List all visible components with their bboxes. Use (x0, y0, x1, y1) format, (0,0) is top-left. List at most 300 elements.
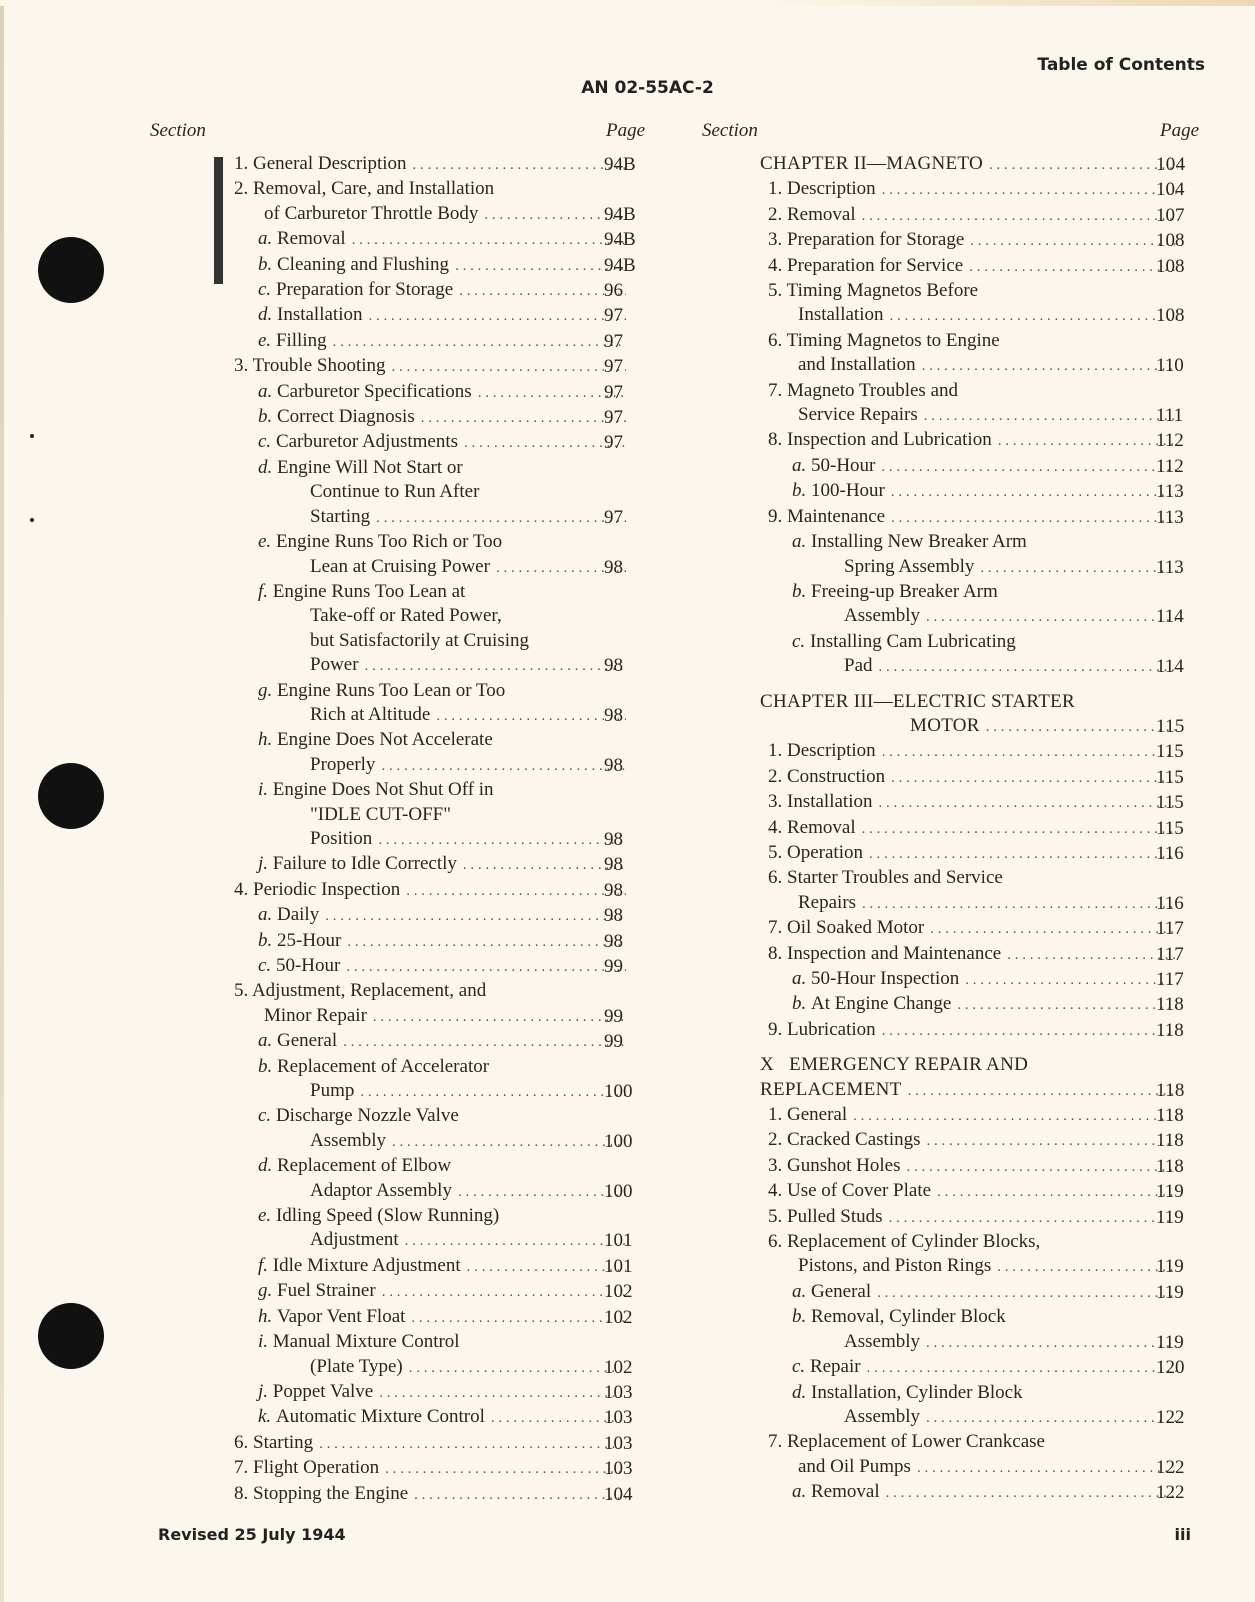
entry-label: 4. (768, 816, 787, 838)
entry-label: f. (258, 580, 273, 602)
entry-title: Periodic Inspection (253, 878, 401, 900)
entry-label: c. (792, 630, 810, 652)
entry-page-number: 108 (1156, 255, 1185, 277)
entry-label: 7. (768, 917, 787, 939)
entry-label: b. (258, 406, 277, 428)
toc-entry[interactable] (226, 778, 654, 852)
entry-page-number: 104 (604, 1483, 633, 1505)
entry-page-number: 102 (604, 1281, 633, 1303)
entry-label: 7. (768, 379, 787, 401)
leader-dots (879, 655, 1179, 679)
toc-entry[interactable] (760, 1205, 1206, 1230)
entry-page-number: 115 (1156, 715, 1185, 737)
toc-entry[interactable] (760, 177, 1206, 202)
toc-entry[interactable] (226, 1279, 654, 1304)
entry-label: g. (258, 679, 277, 701)
toc-entry[interactable] (760, 1430, 1206, 1480)
entry-label: 6. (768, 867, 787, 889)
leader-dots (889, 1206, 1178, 1230)
entry-page-number: 94B (604, 229, 636, 251)
leader-dots (459, 279, 626, 303)
leader-dots (373, 1005, 626, 1029)
toc-entry[interactable] (760, 1103, 1206, 1128)
toc-entry[interactable] (226, 303, 654, 328)
toc-entry[interactable] (760, 916, 1206, 941)
entry-title: EMERGENCY REPAIR AND (789, 1054, 1029, 1076)
toc-entry[interactable] (226, 580, 654, 679)
entry-title: Freeing-up Breaker Arm (811, 580, 998, 602)
entry-label: e. (258, 329, 276, 351)
toc-entry[interactable] (226, 530, 654, 580)
leader-dots (862, 817, 1178, 841)
leader-dots (382, 1280, 626, 1304)
entry-label: 4. (234, 878, 253, 900)
entry-label: 5. (234, 980, 252, 1002)
leader-dots (421, 406, 626, 430)
entry-title: Engine Does Not Shut Off in (272, 779, 494, 801)
entry-title: Fuel Strainer (277, 1280, 376, 1302)
toc-entry[interactable] (226, 227, 654, 252)
toc-entry[interactable] (226, 1456, 654, 1481)
entry-page-number: 113 (1156, 481, 1184, 503)
leader-dots (997, 1255, 1178, 1279)
toc-entry[interactable] (760, 203, 1206, 228)
leader-dots (891, 506, 1178, 530)
toc-entry[interactable] (760, 228, 1206, 253)
leader-dots (853, 1104, 1178, 1128)
entry-page-number: 98 (604, 704, 623, 726)
entry-title: Flight Operation (253, 1457, 380, 1479)
toc-entry[interactable] (226, 679, 654, 729)
entry-page-number: 112 (1156, 430, 1184, 452)
entry-page-number: 117 (1156, 969, 1184, 990)
leader-dots (1007, 943, 1178, 967)
entry-title: Engine Does Not Accelerate (277, 729, 493, 751)
toc-entry[interactable] (760, 1480, 1206, 1505)
entry-page-number: 122 (1156, 1482, 1185, 1504)
toc-entry[interactable] (226, 430, 654, 455)
entry-title: Daily (277, 904, 320, 926)
entry-title: Correct Diagnosis (277, 406, 415, 428)
toc-entry[interactable] (226, 1104, 654, 1154)
toc-entry[interactable] (760, 379, 1206, 429)
toc-entry[interactable] (226, 929, 654, 954)
entry-title: Removal, Care, and Installation (253, 178, 495, 200)
toc-entry[interactable] (760, 967, 1206, 992)
leader-dots (862, 204, 1178, 228)
toc-entry[interactable] (760, 816, 1206, 841)
toc-entry[interactable] (226, 354, 654, 379)
leader-dots (882, 178, 1178, 202)
leader-dots (414, 1483, 626, 1507)
entry-label: b. (792, 1306, 811, 1328)
toc-chapter-entry[interactable] (760, 152, 1206, 177)
entry-label: 6. (234, 1431, 253, 1453)
toc-entry[interactable] (760, 279, 1206, 329)
toc-entry[interactable] (226, 177, 654, 227)
toc-entry[interactable] (226, 954, 654, 979)
toc-entry[interactable] (760, 1280, 1206, 1305)
entry-title: Description (787, 178, 876, 200)
entry-title: Installation, Cylinder Block (811, 1381, 1023, 1403)
toc-entry[interactable] (760, 790, 1206, 815)
entry-page-number: 100 (604, 1081, 633, 1103)
left-page-heading: Page (606, 120, 646, 141)
entry-title: Trouble Shooting (252, 355, 386, 377)
toc-entry[interactable] (226, 878, 654, 903)
leader-dots (889, 304, 1178, 328)
entry-title: Pulled Studs (787, 1205, 883, 1227)
toc-entry[interactable] (226, 1380, 654, 1405)
toc-entry[interactable] (760, 1230, 1206, 1280)
entry-title: Replacement of Elbow (277, 1155, 452, 1177)
entry-title: Pistons, and Piston Rings (798, 1255, 992, 1277)
leader-dots (891, 480, 1178, 504)
leader-dots (930, 917, 1178, 941)
entry-title: Continue to Run After (310, 481, 480, 503)
entry-page-number: 118 (1156, 994, 1184, 1016)
entry-title: Adjustment, Replacement, and (251, 980, 487, 1002)
leader-dots (924, 404, 1178, 428)
entry-title: Operation (787, 841, 863, 863)
toc-entry[interactable] (760, 1018, 1206, 1043)
entry-page-number: 122 (1156, 1456, 1185, 1478)
entry-title: Pad (844, 655, 873, 677)
revision-bar (214, 157, 223, 284)
toc-chapter-entry[interactable] (760, 690, 1206, 740)
entry-title: General (787, 1104, 848, 1126)
entry-title: Maintenance (787, 505, 886, 527)
entry-title: Installation (798, 304, 884, 326)
toc-entry[interactable] (226, 380, 654, 405)
entry-page-number: 98 (604, 879, 623, 901)
entry-label: 3. (768, 229, 787, 251)
toc-entry[interactable] (226, 1154, 654, 1204)
running-title: Table of Contents (1037, 55, 1205, 75)
toc-right-column (760, 152, 1206, 1506)
entry-label: 9. (768, 1018, 787, 1040)
toc-entry[interactable] (760, 254, 1206, 279)
entry-title: Power (310, 654, 359, 676)
leader-dots (405, 1229, 626, 1253)
entry-title: Rich at Altitude (310, 703, 431, 725)
leader-dots (360, 1080, 626, 1104)
entry-title: Properly (310, 753, 376, 775)
leader-dots (881, 455, 1178, 479)
entry-title: Position (310, 827, 373, 849)
entry-label: 2. (234, 178, 253, 200)
toc-entry[interactable] (760, 739, 1206, 764)
entry-title: Use of Cover Plate (787, 1180, 932, 1202)
entry-title: Description (787, 740, 876, 762)
leader-dots (379, 1381, 626, 1405)
entry-page-number: 99 (604, 956, 623, 977)
entry-label: 8. (768, 942, 787, 964)
entry-label: g. (258, 1280, 277, 1302)
entry-page-number: 101 (604, 1230, 633, 1252)
entry-label: h. (258, 729, 277, 751)
toc-entry[interactable] (226, 1305, 654, 1330)
entry-label: b. (792, 993, 811, 1015)
entry-title: Inspection and Lubrication (787, 429, 992, 451)
leader-dots (908, 1079, 1178, 1103)
entry-label: b. (258, 929, 277, 951)
entry-title: Discharge Nozzle Valve (275, 1105, 459, 1127)
toc-entry[interactable] (226, 979, 654, 1029)
leader-dots (463, 853, 626, 877)
entry-page-number: 122 (1156, 1406, 1185, 1428)
entry-label: d. (258, 1155, 277, 1177)
entry-title: Starter Troubles and Service (787, 867, 1003, 889)
entry-title: Poppet Valve (272, 1380, 374, 1402)
entry-page-number: 119 (1156, 1181, 1184, 1203)
toc-entry[interactable] (226, 329, 654, 354)
leader-dots (333, 330, 626, 354)
leader-dots (926, 1331, 1178, 1355)
leader-dots (862, 892, 1178, 916)
entry-label: b. (258, 1055, 277, 1077)
entry-title: Timing Magnetos to Engine (786, 329, 1000, 351)
entry-title: CHAPTER II—MAGNETO (760, 153, 984, 174)
entry-label: 5. (768, 841, 787, 863)
leader-dots (343, 1030, 626, 1054)
entry-title: and Installation (798, 354, 916, 376)
toc-entry[interactable] (760, 992, 1206, 1017)
entry-page-number: 97 (604, 407, 623, 429)
entry-title: 25-Hour (277, 929, 342, 951)
toc-entry[interactable] (760, 1381, 1206, 1431)
toc-entry[interactable] (226, 1055, 654, 1105)
entry-title: Cracked Castings (787, 1129, 921, 1151)
entry-label: h. (258, 1305, 277, 1327)
leader-dots (877, 1281, 1178, 1305)
entry-label: 4. (768, 254, 787, 276)
entry-page-number: 94B (604, 154, 636, 175)
entry-page-number: 108 (1156, 230, 1185, 252)
entry-label: 7. (768, 1431, 787, 1453)
entry-title: Installing New Breaker Arm (811, 531, 1027, 553)
toc-entry[interactable] (760, 479, 1206, 504)
toc-entry[interactable] (760, 765, 1206, 790)
entry-page-number: 97 (604, 356, 623, 378)
entry-page-number: 110 (1156, 355, 1184, 377)
entry-label: i. (258, 779, 273, 801)
entry-label: k. (258, 1406, 276, 1428)
entry-page-number: 98 (604, 754, 623, 776)
toc-entry[interactable] (760, 942, 1206, 967)
toc-entry[interactable] (226, 1482, 654, 1507)
right-section-heading: Section (702, 120, 758, 141)
toc-entry[interactable] (760, 505, 1206, 530)
entry-page-number: 114 (1156, 606, 1184, 628)
entry-title: Starting (253, 1431, 314, 1453)
entry-page-number: 115 (1156, 817, 1184, 839)
entry-label: 2. (768, 1129, 787, 1151)
toc-entry[interactable] (226, 1204, 654, 1254)
leader-dots (464, 431, 626, 455)
entry-page-number: 117 (1156, 918, 1184, 940)
entry-page-number: 97 (604, 432, 623, 454)
entry-label: c. (792, 1356, 810, 1378)
entry-page-number: 98 (604, 905, 623, 927)
entry-label: 5. (768, 1205, 787, 1227)
toc-chapter-entry[interactable] (760, 1053, 1206, 1103)
speck-mark (30, 434, 34, 438)
leader-dots (409, 1356, 626, 1380)
toc-entry[interactable] (226, 405, 654, 430)
entry-page-number: 118 (1156, 1019, 1184, 1041)
toc-entry[interactable] (760, 630, 1206, 680)
entry-title: Service Repairs (798, 404, 918, 426)
toc-entry[interactable] (226, 1330, 654, 1380)
entry-title: Engine Will Not Start or (277, 456, 463, 478)
toc-entry[interactable] (760, 1305, 1206, 1355)
entry-page-number: 118 (1156, 1155, 1184, 1177)
entry-label: 2. (768, 765, 787, 787)
punch-hole-icon (38, 763, 104, 829)
toc-entry[interactable] (760, 454, 1206, 479)
entry-page-number: 94B (604, 254, 636, 276)
toc-entry[interactable] (226, 152, 654, 177)
entry-label: j. (258, 853, 273, 875)
entry-page-number: 100 (604, 1130, 633, 1152)
entry-title: Lubrication (787, 1018, 876, 1040)
entry-title: Installation (277, 304, 363, 326)
toc-entry[interactable] (226, 728, 654, 778)
toc-entry[interactable] (760, 530, 1206, 580)
entry-label: b. (258, 253, 277, 275)
toc-entry[interactable] (760, 1179, 1206, 1204)
entry-title: CHAPTER III—ELECTRIC STARTER (760, 690, 1076, 712)
entry-label: 3. (768, 1154, 787, 1176)
leader-dots (392, 355, 626, 379)
entry-page-number: 113 (1156, 506, 1184, 528)
leader-dots (458, 1180, 626, 1204)
entry-title: Engine Runs Too Lean at (272, 580, 466, 602)
entry-page-number: 112 (1156, 455, 1184, 477)
entry-label: c. (258, 279, 276, 301)
leader-dots (406, 879, 626, 903)
toc-entry[interactable] (226, 278, 654, 303)
entry-title: Removal (787, 816, 856, 838)
toc-entry[interactable] (226, 852, 654, 877)
entry-title: Starting (310, 505, 371, 527)
entry-title: Automatic Mixture Control (275, 1406, 485, 1428)
entry-label: j. (258, 1380, 273, 1402)
entry-label: a. (792, 968, 811, 989)
entry-page-number: 115 (1156, 766, 1184, 788)
leader-dots (411, 1306, 626, 1330)
entry-title: General Description (253, 153, 407, 174)
leader-dots (378, 828, 626, 852)
toc-entry[interactable] (226, 253, 654, 278)
entry-label: e. (258, 1205, 276, 1227)
toc-entry[interactable] (226, 1405, 654, 1430)
entry-page-number: 97 (604, 506, 623, 528)
entry-title: Construction (787, 765, 886, 787)
entry-title: Carburetor Adjustments (275, 431, 458, 453)
toc-entry[interactable] (226, 1254, 654, 1279)
entry-title: Removal, Cylinder Block (811, 1306, 1006, 1328)
entry-label: d. (792, 1381, 811, 1403)
toc-entry[interactable] (226, 1029, 654, 1054)
toc-entry[interactable] (226, 456, 654, 530)
entry-title: Manual Mixture Control (272, 1331, 460, 1353)
toc-entry[interactable] (760, 580, 1206, 630)
toc-entry[interactable] (760, 428, 1206, 453)
leader-dots (436, 704, 626, 728)
entry-title: 50-Hour (275, 955, 341, 976)
toc-entry[interactable] (760, 1128, 1206, 1153)
toc-entry[interactable] (226, 1431, 654, 1456)
entry-title: Assembly (844, 1405, 920, 1427)
entry-label: d. (258, 304, 277, 326)
toc-entry[interactable] (226, 903, 654, 928)
entry-label: d. (258, 456, 277, 478)
left-section-heading: Section (150, 120, 206, 141)
leader-dots (381, 754, 626, 778)
entry-label: 4. (768, 1180, 787, 1202)
entry-page-number: 102 (604, 1306, 633, 1328)
leader-dots (882, 740, 1178, 764)
entry-title: Removal (811, 1481, 880, 1503)
chapter-gap (760, 1043, 1206, 1053)
entry-title: Minor Repair (264, 1004, 367, 1026)
entry-title: Engine Runs Too Lean or Too (277, 679, 506, 701)
entry-title: 50-Hour (811, 454, 876, 476)
toc-entry[interactable] (760, 1154, 1206, 1179)
toc-entry[interactable] (760, 1355, 1206, 1380)
toc-entry[interactable] (760, 329, 1206, 379)
leader-dots (998, 429, 1178, 453)
entry-label: 1. (768, 178, 787, 200)
leader-dots (922, 354, 1178, 378)
entry-label: c. (258, 1105, 276, 1127)
leader-dots (467, 1255, 626, 1279)
toc-entry[interactable] (760, 866, 1206, 916)
leader-dots (376, 506, 626, 530)
leader-dots (882, 1019, 1178, 1043)
leader-dots (937, 1180, 1178, 1204)
entry-title: Lean at Cruising Power (310, 555, 490, 577)
entry-page-number: 115 (1156, 741, 1184, 763)
entry-label: a. (258, 1030, 277, 1052)
entry-title: Inspection and Maintenance (787, 942, 1002, 964)
entry-page-number: 98 (604, 655, 623, 677)
leader-dots (365, 654, 626, 678)
entry-label: a. (258, 904, 277, 926)
entry-title: MOTOR (910, 714, 980, 736)
entry-label: 5. (768, 280, 787, 302)
entry-page-number: 103 (604, 1407, 633, 1429)
entry-page-number: 103 (604, 1458, 633, 1480)
entry-title: Take-off or Rated Power, (310, 605, 502, 627)
entry-page-number: 119 (1156, 1206, 1184, 1228)
entry-page-number: 104 (1156, 179, 1185, 201)
entry-title: 50-Hour Inspection (811, 968, 960, 989)
leader-dots (986, 715, 1178, 739)
entry-title: Idling Speed (Slow Running) (275, 1205, 500, 1227)
toc-entry[interactable] (760, 841, 1206, 866)
entry-label: 3. (768, 791, 787, 813)
entry-title: Timing Magnetos Before (786, 280, 979, 302)
entry-title: Magneto Troubles and (787, 379, 958, 401)
entry-title: Preparation for Service (787, 254, 964, 276)
entry-page-number: 118 (1156, 1105, 1184, 1127)
entry-page-number: 111 (1156, 405, 1184, 427)
entry-page-number: 101 (604, 1255, 633, 1277)
entry-page-number: 119 (1156, 1256, 1184, 1278)
